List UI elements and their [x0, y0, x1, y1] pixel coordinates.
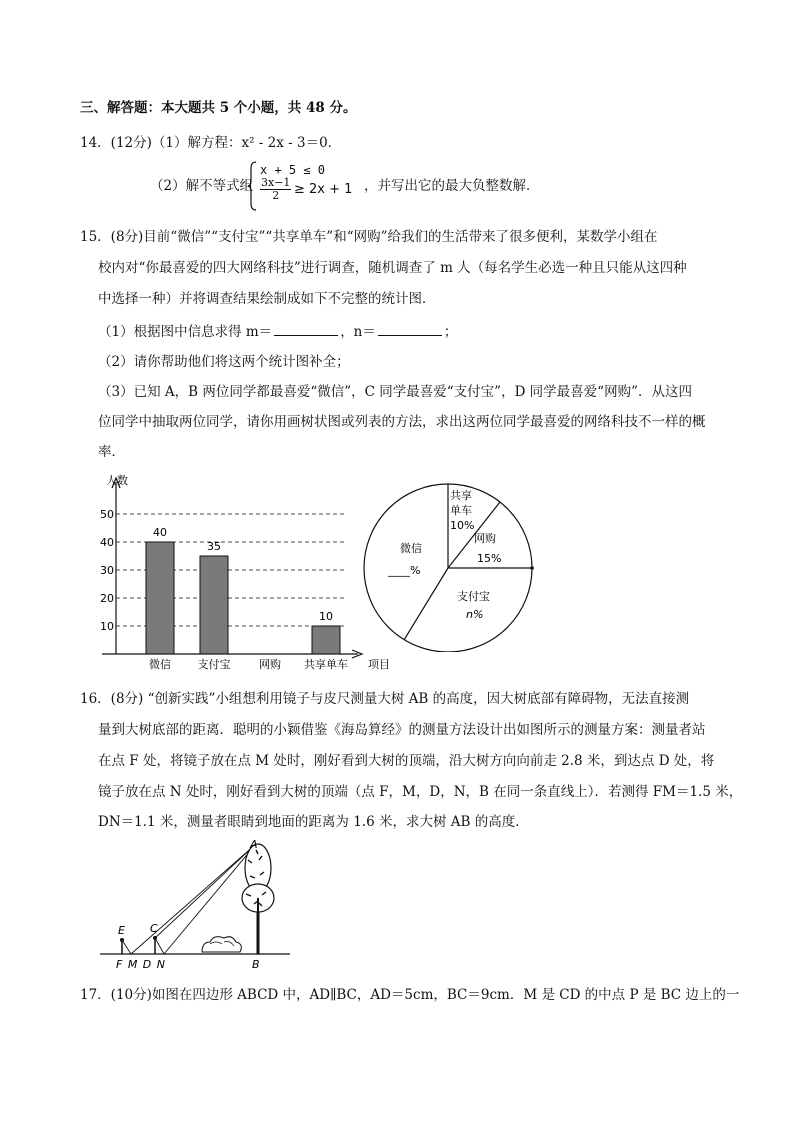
- y-tick-label: 40: [100, 536, 114, 549]
- q15-sub3-line3: 率．: [98, 444, 125, 460]
- y-tick-label: 30: [100, 564, 114, 577]
- q14-ineq1: x + 5 ≤ 0: [260, 163, 326, 177]
- x-axis-label: 项目: [368, 658, 390, 671]
- q14-ineq2-rhs: ≥ 2x + 1: [294, 182, 353, 197]
- q15-sub2: （2）请你帮助他们将这两个统计图补全；: [98, 354, 350, 370]
- q15-line1: 15．(8分)目前“微信”“支付宝”“共享单车”和“网购”给我们的生活带来了很多便利，某数学小组在: [80, 229, 658, 245]
- q14-part2-suffix: ，并写出它的最大负整数解．: [364, 178, 540, 194]
- y-axis-label: 人数: [106, 474, 128, 487]
- pie-value-shop: 15%: [477, 552, 502, 565]
- bar-chart: [90, 468, 400, 678]
- tree-icon: [242, 844, 274, 954]
- x-category-label: 微信: [149, 658, 171, 671]
- y-tick-label: 20: [100, 592, 114, 605]
- pie-chart: [362, 482, 542, 652]
- q15-line2: 校内对“你最喜爱的四大网络科技”进行调查，随机调查了 m 人（每名学生必选一种且只能从这四种: [98, 260, 687, 276]
- q14-line1: [80, 133, 341, 153]
- x-category-label: 支付宝: [197, 658, 231, 671]
- q15-sub3-line1: （3）已知 A，B 两位同学都最喜爱“微信”，C 同学最喜爱“支付宝”，D 同学最喜爱“网购”．从这四: [98, 384, 692, 400]
- label-c: C: [150, 922, 158, 935]
- pie-edge-dot: [530, 566, 534, 570]
- pie-value-alipay: n%: [466, 608, 484, 621]
- label-e: E: [118, 924, 125, 937]
- y-tick-label: 50: [100, 508, 114, 521]
- bar-data-label: 35: [207, 540, 221, 553]
- label-b: B: [252, 958, 260, 971]
- q15-sub1-prefix: （1）根据图中信息求得 m＝: [98, 324, 273, 340]
- q17-line1: 17．(10分)如图在四边形 ABCD 中，AD∥BC，AD＝5cm，BC＝9cm．M 是 CD 的中点 P 是 BC 边上的一: [80, 987, 740, 1003]
- pie-label-shop: 网购: [474, 532, 496, 545]
- pie-label-share-1: 共享: [450, 489, 472, 502]
- person-e-icon: [120, 938, 124, 954]
- bar: [200, 556, 228, 654]
- q16-line1: 16．(8分) “创新实践”小组想利用镜子与皮尺测量大树 AB 的高度，因大树底部有障碍物，无法直接测: [80, 691, 690, 707]
- q14-part1: （1）解方程：x² - 2x - 3＝0．: [151, 135, 342, 151]
- measurement-figure: [98, 836, 298, 972]
- q15-sub1-mid: ，n＝: [340, 324, 376, 340]
- q16-line2: 量到大树底部的距离．聪明的小颖借鉴《海岛算经》的测量方法设计出如图所示的测量方案：测量者站: [98, 722, 706, 738]
- q15-sub1: [98, 322, 457, 342]
- bush-icon: [202, 937, 241, 952]
- bar-data-label: 40: [153, 526, 167, 539]
- q14-ineq2-den: 2: [272, 189, 280, 202]
- q15-sub3-line2: 位同学中抽取两位同学，请你用画树状图或列表的方法，求出这两位同学最喜爱的网络科技不一样的概: [98, 414, 706, 430]
- q15-sub1-suffix: ；: [443, 324, 458, 340]
- pie-value-share: 10%: [450, 519, 475, 532]
- bar-data-label: 10: [319, 610, 333, 623]
- q14-part2-prefix: （2）解不等式组: [150, 178, 254, 194]
- x-category-label: 共享单车: [304, 658, 348, 671]
- pie-label-wechat: 微信: [400, 542, 422, 555]
- brace-icon: [248, 160, 258, 212]
- pie-value-wechat: ____%: [388, 564, 421, 577]
- section-heading: 三、解答题：本大题共 5 个小题，共 48 分。: [80, 100, 357, 116]
- y-tick-label: 10: [100, 620, 114, 633]
- pie-label-share-2: 单车: [450, 504, 472, 517]
- n-answer-blank: [378, 323, 442, 336]
- q16-line5: DN＝1.1 米，测量者眼睛到地面的距离为 1.6 米，求大树 AB 的高度．: [98, 814, 529, 830]
- pie-divider-alipay-wechat: [404, 568, 448, 640]
- label-a: A: [250, 838, 258, 851]
- q16-line4: 镜子放在点 N 处时，刚好看到大树的顶端（点 F，M，D，N，B 在同一条直线上）．若测得 FM＝1.5 米，: [98, 784, 743, 800]
- q14-number: 14．(12分): [80, 135, 152, 151]
- bar: [146, 542, 174, 654]
- q15-line3: 中选择一种）并将调查结果绘制成如下不完整的统计图．: [98, 291, 436, 307]
- m-answer-blank: [274, 323, 338, 336]
- q14-ineq2-num: 3x−1: [261, 176, 291, 189]
- x-category-label: 网购: [259, 658, 281, 671]
- person-c-icon: [153, 936, 157, 954]
- bar: [312, 626, 340, 654]
- q14-ineq2-frac: [260, 177, 291, 202]
- q16-line3: 在点 F 处，将镜子放在点 M 处时，刚好看到大树的顶端，沿大树方向向前走 2.8 米，到达点 D 处，将: [98, 753, 715, 769]
- label-fmdn: F M D N: [116, 958, 167, 971]
- pie-label-alipay: 支付宝: [457, 590, 490, 603]
